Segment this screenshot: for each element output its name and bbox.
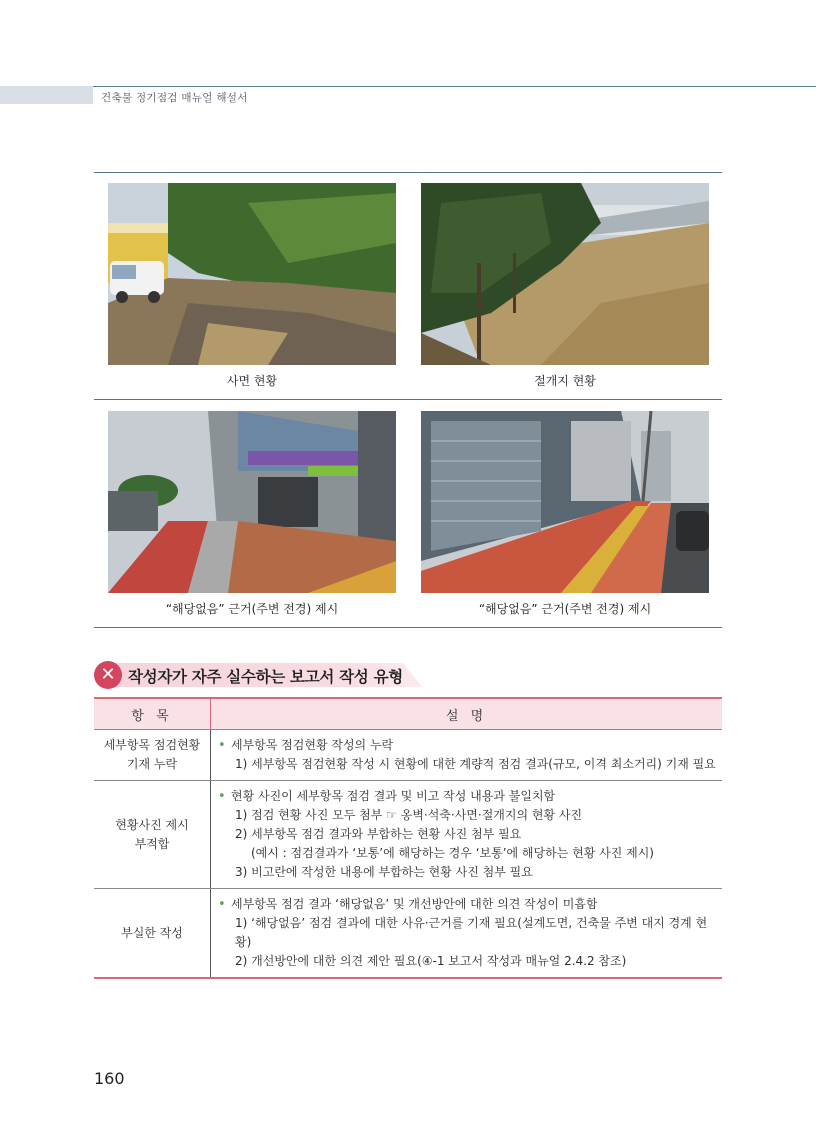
item-line: 기재 누락 [126,757,178,771]
item-line: 부적합 [134,836,170,851]
surroundings-photo-2 [421,411,709,593]
photo-caption: “해당없음” 근거(주변 전경) 제시 [165,602,339,616]
photo-grid-top-rule [94,172,722,173]
sub-text: 2) 세부항목 점검 결과와 부합하는 현황 사진 첨부 필요 [235,827,522,841]
description-cell [211,781,723,889]
sub-text: 1) 점검 현황 사진 모두 첨부 ☞ 옹벽·석축·사면·절개지의 현황 사진 [235,808,583,822]
item-line: 부실한 작성 [121,925,183,940]
bullet-text: • 세부항목 점검현황 작성의 누락 [217,736,718,755]
sub-text: 1) ‘해당없음’ 점검 결과에 대한 사유·근거를 기재 필요(설계도면, 건축물 주변 대지 경계 현황) [235,916,708,949]
bullet-text: • 세부항목 점검 결과 ‘해당없음’ 및 개선방안에 대한 의견 작성이 미흡함 [217,895,718,914]
photo-caption: 사면 현황 [226,374,278,388]
slope-photo [108,183,396,365]
description-cell [211,730,723,781]
sub-text: 1) 세부항목 점검현황 작성 시 현황에 대한 계량적 점검 결과(규모, 이격 최소거리) 기재 필요 [235,757,716,771]
photo-caption: “해당없음” 근거(주변 전경) 제시 [478,602,652,616]
section-title: 작성자가 자주 실수하는 보고서 작성 유형 [128,668,403,686]
table-row [94,730,722,781]
photo-grid-bottom-rule [94,627,722,628]
header-item: 항 목 [94,698,211,730]
item-cell [94,889,211,979]
table-header-row [94,698,722,730]
item-line: 현황사진 제시 [115,817,189,832]
photo-grid-middle-rule [94,399,722,400]
common-mistakes-heading [94,660,424,690]
bullet-text: • 현황 사진이 세부항목 점검 결과 및 비고 작성 내용과 불일치함 [217,787,718,806]
item-cell [94,730,211,781]
table-row [94,889,722,979]
description-cell [211,889,723,979]
header-accent-block [0,86,93,104]
header-description: 설 명 [211,698,723,730]
x-mark-icon: ✕ [94,661,122,689]
surroundings-photo-1 [108,411,396,593]
sub-text: 3) 비고란에 작성한 내용에 부합하는 현황 사진 첨부 필요 [235,865,533,879]
item-line: 세부항목 점검현황 [103,738,201,752]
example-text: (예시 : 점검결과가 ‘보통’에 해당하는 경우 ‘보통’에 해당하는 현황 사진 제시) [251,846,654,860]
photo-caption: 절개지 현황 [534,374,596,388]
cut-slope-photo [421,183,709,365]
sub-text: 2) 개선방안에 대한 의견 제안 필요(④-1 보고서 작성과 매뉴얼 2.4.2 참조) [235,954,627,968]
table-row [94,781,722,889]
mistakes-table [94,697,722,979]
page-number: 160 [94,1069,125,1088]
running-header-title: 건축물 정기점검 매뉴얼 해설서 [101,92,248,104]
header-rule [93,86,816,87]
item-cell [94,781,211,889]
